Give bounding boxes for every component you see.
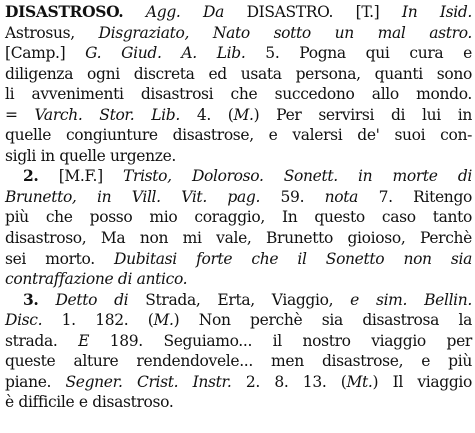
italic-run: Brunetto, in Vill. Vit. pag. (5, 187, 261, 206)
text-run: è difficile e disastroso. (5, 393, 174, 412)
entry-line (5, 207, 472, 228)
italic-run: Disc. (5, 311, 43, 330)
text-run: sigli in quelle urgenze. (5, 146, 176, 165)
italic-run: Segner. Crist. Instr. (65, 372, 232, 391)
text-run: diligenza ogni discreta ed usata persona, quanti sono (5, 64, 472, 83)
italic-run: Tristo, Doloroso. Sonett. in morte di (123, 167, 472, 186)
entry-line (5, 166, 472, 187)
italic-run: Varch. Stor. Lib. (34, 105, 180, 124)
text-run: quelle congiunture disastrose, e valersi de' suoi con- (5, 126, 472, 145)
text-run: piane. (5, 372, 66, 391)
entry-line (5, 351, 472, 372)
entry-line (5, 249, 472, 270)
italic-run: Dubitasi forte che il Sonetto non sia (114, 249, 472, 268)
text-run: 4. ( (179, 105, 234, 124)
italic-run: e sim. Bellin. (350, 290, 472, 309)
text-run (38, 291, 55, 309)
entry-line (5, 23, 472, 44)
entry-line (5, 228, 472, 249)
italic-run: M. (153, 311, 174, 330)
text-run: più che posso mio coraggio, In questo caso tanto (5, 208, 472, 227)
entry-line (5, 84, 472, 105)
entry-line (5, 290, 472, 311)
text-run: Strada, Erta, Viaggio, (128, 290, 351, 309)
text-run: queste alture rendendovele... men disastrose, e più (5, 352, 472, 371)
text-run: DISASTRO. [T.] (224, 3, 402, 21)
sense-number: 3. (23, 289, 39, 309)
text-run: = (5, 105, 35, 124)
entry-line (5, 269, 472, 290)
entry-line (5, 146, 472, 167)
text-run: [M.F.] (38, 167, 124, 186)
text-run: 189. Seguiamo... il nostro viaggio per (89, 331, 472, 350)
italic-run: G. Giud. A. Lib. (85, 44, 246, 63)
italic-run: E (78, 331, 90, 350)
text-run: 59. (260, 187, 325, 206)
entry-line (5, 331, 472, 352)
sense-number: 2. (23, 166, 39, 186)
text-run: Astrosus, (5, 23, 99, 42)
entry-line (5, 392, 472, 413)
text-run: ) Per servirsi di lui in (253, 105, 472, 124)
italic-run: Agg. Da (145, 3, 225, 21)
text-run (123, 3, 146, 21)
italic-run: Detto di (55, 290, 129, 309)
italic-run: M. (233, 105, 254, 124)
entry-line (5, 2, 472, 23)
text-run: li avvenimenti disastrosi che succedono allo mondo. (5, 85, 472, 104)
text-run: 2. 8. 13. ( (231, 372, 347, 391)
text-run: 5. Pogna qui cura e (245, 44, 472, 63)
entry-line (5, 105, 472, 126)
text-run: strada. (5, 331, 79, 350)
text-run: 7. Ritengo (358, 187, 472, 206)
text-run: ) Il viaggio (372, 372, 473, 391)
entry-line (5, 372, 472, 393)
text-run: 1. 182. ( (42, 311, 154, 330)
italic-run: Disgraziato, Nato sotto un mal astro. (98, 23, 472, 42)
entry-line (5, 125, 472, 146)
italic-run: contraffazione di antico. (5, 270, 188, 289)
entry-line (5, 310, 472, 331)
italic-run: Mt. (346, 372, 373, 391)
text-run: [Camp.] (5, 44, 86, 63)
headword: DISASTROSO. (5, 2, 124, 21)
text-run: disastroso, Ma non mi vale, Brunetto gioioso, Perchè (5, 229, 472, 248)
italic-run: In Isid. (401, 3, 473, 21)
entry-line (5, 43, 472, 64)
italic-run: nota (324, 187, 359, 206)
text-run: ) Non perchè sia disastrosa la (173, 311, 472, 330)
text-run: sei morto. (5, 249, 114, 268)
entry-line (5, 187, 472, 208)
entry-line (5, 64, 472, 85)
